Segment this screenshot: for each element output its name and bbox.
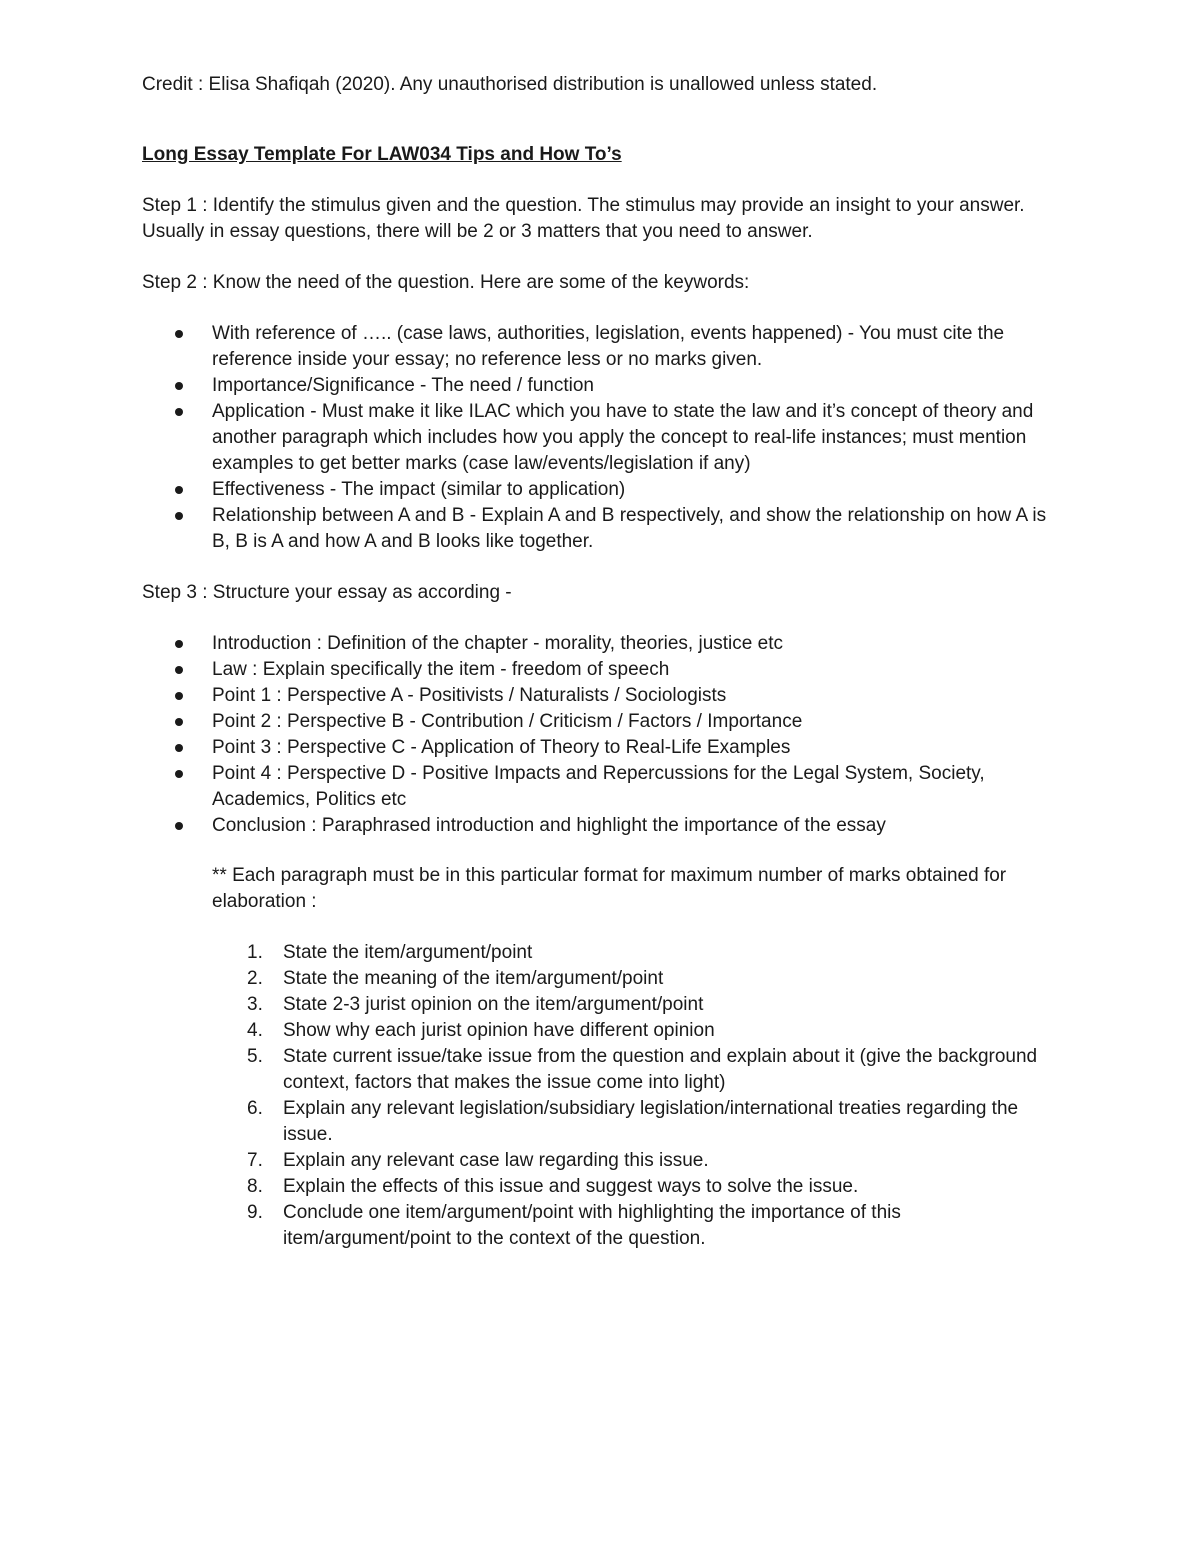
- bullet-icon: [175, 744, 183, 752]
- list-item: Effectiveness - The impact (similar to application): [212, 477, 1060, 503]
- list-item: 9. Conclude one item/argument/point with highlighting the importance of this item/argument/point to the context of the question.: [247, 1202, 901, 1249]
- list-number: 7.: [247, 1150, 263, 1171]
- step-2-paragraph: Step 2 : Know the need of the question. Here are some of the keywords:: [142, 272, 750, 293]
- list-item: Relationship between A and B - Explain A and B respectively, and show the relationship on how A is B, B is A and how A and B looks like together.: [212, 503, 1060, 555]
- structure-list: [142, 631, 1060, 839]
- bullet-icon: [175, 718, 183, 726]
- document-title: Long Essay Template For LAW034 Tips and How To’s: [142, 144, 622, 165]
- list-item: 7. Explain any relevant case law regarding this issue.: [283, 1148, 1060, 1174]
- list-item: Introduction : Definition of the chapter - morality, theories, justice etc: [212, 631, 1060, 657]
- bullet-icon: [175, 692, 183, 700]
- list-item: 2. State the meaning of the item/argument/point: [283, 966, 1060, 992]
- bullet-icon: [175, 822, 183, 830]
- list-number: 4.: [247, 1020, 263, 1041]
- bullet-icon: [175, 640, 183, 648]
- list-item: Point 4 : Perspective D - Positive Impacts and Repercussions for the Legal System, Society, Academics, Politics etc: [212, 761, 1060, 813]
- list-item: 8. Explain the effects of this issue and suggest ways to solve the issue.: [283, 1174, 1060, 1200]
- step-3-paragraph: Step 3 : Structure your essay as according -: [142, 582, 512, 603]
- bullet-icon: [175, 512, 183, 520]
- bullet-icon: [175, 486, 183, 494]
- list-item: 3. State 2-3 jurist opinion on the item/argument/point: [283, 992, 1060, 1018]
- list-item: Importance/Significance - The need / function: [212, 373, 1060, 399]
- keywords-list: [142, 321, 1060, 555]
- list-item: 4. Show why each jurist opinion have different opinion: [283, 1018, 1060, 1044]
- bullet-icon: [175, 408, 183, 416]
- list-number: 5.: [247, 1046, 263, 1067]
- bullet-icon: [175, 666, 183, 674]
- list-number: 9.: [247, 1202, 263, 1223]
- list-item: With reference of ….. (case laws, authorities, legislation, events happened) - You must cite the reference inside your essay; no reference less or no marks given.: [212, 321, 1060, 373]
- credit-line: Credit : Elisa Shafiqah (2020). Any unauthorised distribution is unallowed unless stated.: [142, 74, 878, 95]
- list-number: 6.: [247, 1098, 263, 1119]
- list-item: Conclusion : Paraphrased introduction and highlight the importance of the essay: [212, 813, 1060, 839]
- list-number: 8.: [247, 1176, 263, 1197]
- step-1-paragraph: Step 1 : Identify the stimulus given and the question. The stimulus may provide an insight to your answer. Usually in essay questions, there will be 2 or 3 matters that you need to answer.: [142, 195, 1025, 242]
- list-number: 2.: [247, 968, 263, 989]
- list-number: 3.: [247, 994, 263, 1015]
- bullet-icon: [175, 770, 183, 778]
- list-item: Law : Explain specifically the item - freedom of speech: [212, 657, 1060, 683]
- bullet-icon: [175, 330, 183, 338]
- list-item: Application - Must make it like ILAC which you have to state the law and it’s concept of theory and another paragraph which includes how you apply the concept to real-life instances; must mention examples to get better marks (case law/events/legislation if any): [212, 399, 1060, 477]
- list-item: Point 1 : Perspective A - Positivists / Naturalists / Sociologists: [212, 683, 1060, 709]
- list-item: 5. State current issue/take issue from the question and explain about it (give the background context, factors that makes the issue come into light): [247, 1046, 1038, 1093]
- format-note: ** Each paragraph must be in this particular format for maximum number of marks obtained for elaboration :: [212, 865, 1007, 912]
- list-number: 1.: [247, 942, 263, 963]
- list-item: 1. State the item/argument/point: [283, 940, 1060, 966]
- paragraph-format-list: [142, 940, 1060, 1252]
- list-item: Point 2 : Perspective B - Contribution / Criticism / Factors / Importance: [212, 709, 1060, 735]
- bullet-icon: [175, 382, 183, 390]
- list-item: 6. Explain any relevant legislation/subsidiary legislation/international treaties regarding the issue.: [247, 1098, 1019, 1145]
- list-item: Point 3 : Perspective C - Application of Theory to Real-Life Examples: [212, 735, 1060, 761]
